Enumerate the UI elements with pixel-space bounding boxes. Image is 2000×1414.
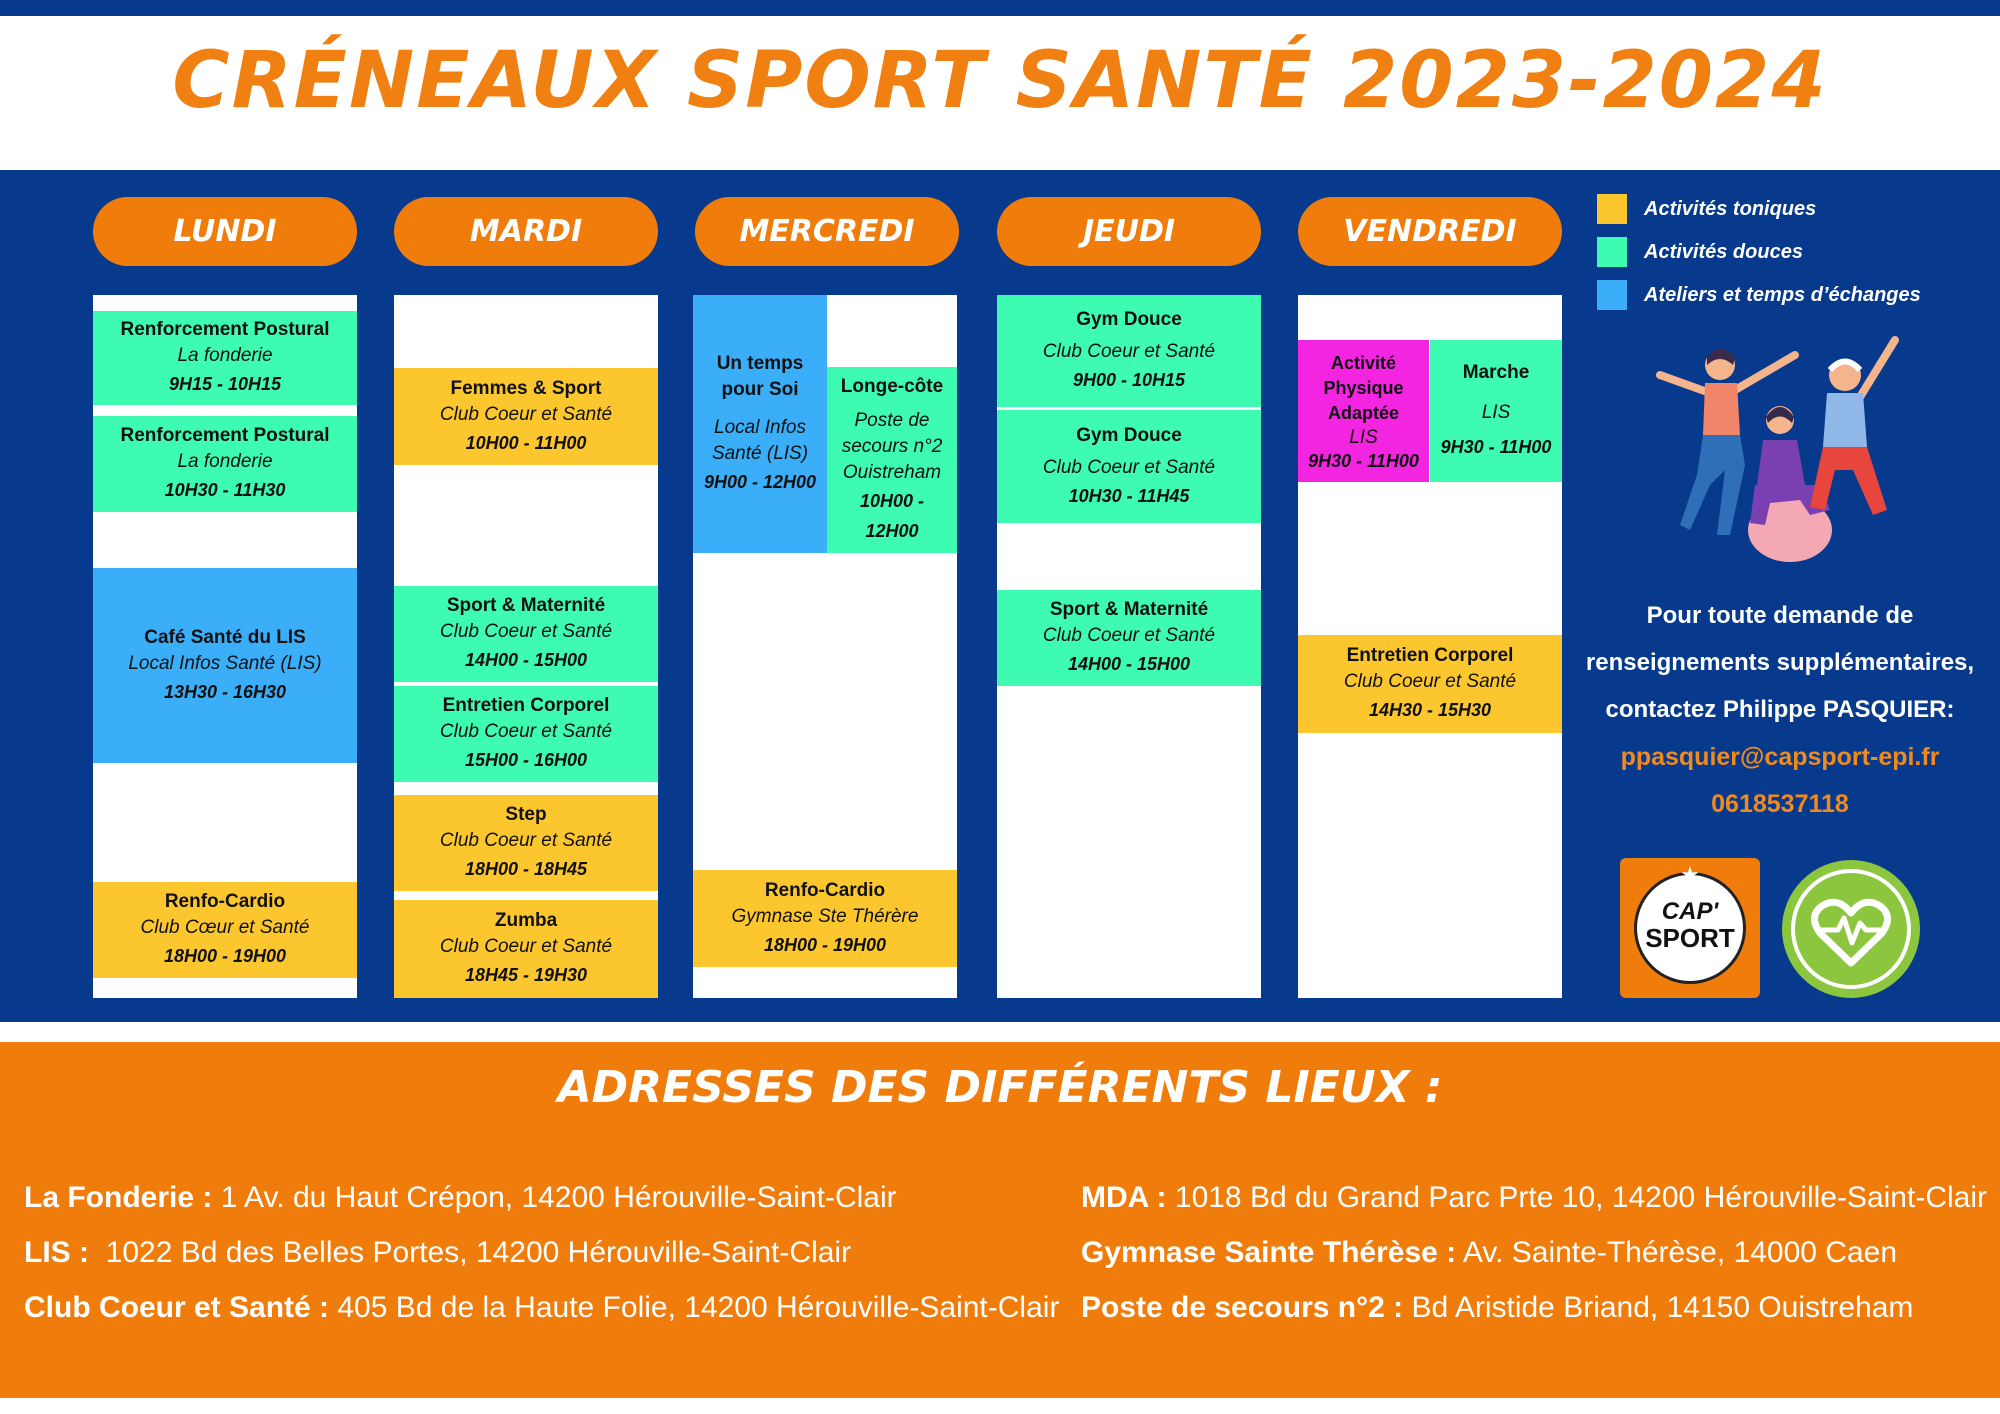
slot-time: 18H00 - 19H00 [763, 934, 887, 955]
slot-place: Club Coeur et Santé [439, 721, 613, 742]
slot-place: Club Coeur et Santé [439, 830, 613, 851]
logo-outer-circle [1782, 860, 1920, 998]
slot-title: Step [505, 804, 547, 825]
slot-title: Renfo-Cardio [764, 879, 886, 901]
slot-time: 18H00 - 19H00 [163, 946, 287, 966]
slot-title: Sport & Maternité [1049, 599, 1209, 620]
slot-time: 9H30 - 11H00 [1440, 437, 1552, 457]
address-value: 1022 Bd des Belles Portes, 14200 Hérouville-Saint-Clair [89, 1236, 852, 1269]
slot-place: Club Coeur et Santé [439, 621, 613, 642]
address-label: La Fonderie : [24, 1181, 213, 1214]
slot-place: Club Cœur et Santé [140, 917, 310, 938]
day-column-mardi [394, 295, 658, 998]
contact-line: Pour toute demande de [1646, 602, 1914, 629]
slot-card [693, 870, 957, 967]
person-shirt [1703, 383, 1740, 435]
capsport-logo-text-top: CAP' [1661, 898, 1719, 925]
slot-title: Activité Physique Adaptée [1323, 352, 1404, 423]
address-line [24, 1181, 897, 1215]
top-strip [0, 0, 2000, 16]
legend-swatch [1597, 280, 1627, 310]
person-arm [1860, 340, 1895, 397]
slot-place: Poste de secours n°2 Ouistreham [841, 410, 943, 483]
slot-card [93, 416, 357, 512]
exercise-illustration [1655, 335, 1905, 565]
slot-title: Renforcement Postural [120, 425, 330, 446]
slot-card [1430, 340, 1562, 482]
slot-title: Gym Douce [1076, 424, 1182, 446]
slot-place: Club Coeur et Santé [1042, 341, 1216, 362]
slot-card [997, 590, 1261, 686]
slot-title: Femmes & Sport [450, 377, 602, 399]
contact-line: contactez Philippe PASQUIER: [1605, 696, 1955, 723]
slot-card [997, 410, 1261, 523]
slot-title: Sport & Maternité [446, 595, 606, 616]
legend-label: Activités douces [1644, 240, 1803, 263]
slot-time: 14H30 - 15H30 [1368, 700, 1492, 720]
slot-card [1298, 340, 1429, 482]
legend-label: Ateliers et temps d’échanges [1644, 283, 1921, 306]
day-header-jeudi: JEUDI [997, 197, 1261, 266]
slot-time: 10H00 - 12H00 [859, 491, 925, 541]
day-column-vendredi [1298, 295, 1562, 998]
slot-time: 10H30 - 11H45 [1068, 485, 1190, 506]
person-shirt [1757, 440, 1805, 493]
slot-time: 14H00 - 15H00 [464, 650, 588, 670]
legend-swatch [1597, 194, 1627, 224]
day-column-lundi [93, 295, 357, 998]
address-value: Bd Aristide Briand, 14150 Ouistreham [1403, 1291, 1914, 1324]
legend-item [1597, 237, 1803, 267]
legend-swatch [1597, 237, 1627, 267]
slot-time: 9H00 - 10H15 [1072, 370, 1186, 390]
slot-time: 18H00 - 18H45 [464, 859, 588, 879]
address-value: 405 Bd de la Haute Folie, 14200 Hérouville-Saint-Clair [329, 1291, 1060, 1324]
contact-email[interactable]: ppasquier@capsport-epi.fr [1620, 743, 1940, 771]
slot-time: 13H30 - 16H30 [163, 681, 287, 702]
addresses-title: ADRESSES DES DIFFÉRENTS LIEUX : [557, 1062, 1443, 1113]
day-header-mardi: MARDI [394, 197, 658, 266]
slot-place: Club Coeur et Santé [1042, 625, 1216, 646]
person-shirt [1823, 393, 1867, 447]
legend-item [1597, 280, 1921, 310]
slot-place: La fonderie [177, 451, 273, 472]
slot-card [693, 295, 827, 553]
slot-time: 18H45 - 19H30 [464, 965, 588, 985]
slot-card [394, 368, 658, 465]
address-line [1081, 1236, 1897, 1270]
slot-time: 9H30 - 11H00 [1308, 450, 1419, 471]
page-title: CRÉNEAUX SPORT SANTÉ 2023-2024 [172, 36, 1828, 126]
capsport-logo-text-bottom: SPORT [1645, 923, 1735, 953]
address-label: MDA : [1081, 1181, 1167, 1214]
slot-title: Gym Douce [1076, 309, 1182, 330]
slot-place: Club Coeur et Santé [439, 403, 613, 425]
slot-time: 10H30 - 11H30 [164, 480, 286, 500]
slot-card [394, 686, 658, 782]
contact-line: renseignements supplémentaires, [1585, 649, 1975, 676]
address-value: Av. Sainte-Thérèse, 14000 Caen [1456, 1236, 1898, 1269]
slot-place: La fonderie [177, 345, 273, 366]
slot-card [827, 367, 957, 553]
address-label: Poste de secours n°2 : [1081, 1291, 1404, 1324]
person-pants [1810, 447, 1887, 515]
slot-card [1298, 635, 1562, 733]
slot-time: 9H00 - 12H00 [703, 472, 817, 492]
contact-phone: 0618537118 [1711, 790, 1849, 818]
person-pants [1680, 435, 1745, 535]
address-line [24, 1291, 1059, 1325]
address-line [24, 1236, 851, 1270]
slot-place: Gymnase Ste Thérère [731, 905, 919, 927]
slot-title: Zumba [494, 910, 558, 931]
slot-title: Renforcement Postural [120, 319, 330, 340]
day-header-vendredi: VENDREDI [1298, 197, 1562, 266]
slot-time: 14H00 - 15H00 [1067, 654, 1191, 674]
slot-place: Club Coeur et Santé [439, 936, 613, 957]
slot-place: LIS [1481, 402, 1511, 423]
legend-item [1597, 194, 1816, 224]
slot-card [93, 568, 357, 763]
slot-place: LIS [1349, 426, 1378, 448]
slot-title: Longe-côte [840, 376, 944, 397]
star-icon: ★ [1680, 862, 1700, 887]
slot-card [394, 586, 658, 682]
heart-health-logo [1780, 858, 1922, 1000]
slot-place: Club Coeur et Santé [1343, 671, 1517, 692]
address-value: 1018 Bd du Grand Parc Prte 10, 14200 Hérouville-Saint-Clair [1166, 1181, 1987, 1214]
slot-title: Café Santé du LIS [144, 626, 306, 648]
slot-card [93, 882, 357, 978]
slot-title: Marche [1462, 362, 1530, 383]
day-column-jeudi [997, 295, 1261, 998]
slot-card [93, 311, 357, 405]
address-value: 1 Av. du Haut Crépon, 14200 Hérouville-Saint-Clair [212, 1181, 897, 1214]
slot-title: Entretien Corporel [442, 695, 610, 716]
person-arm [1735, 355, 1795, 390]
slot-card [394, 795, 658, 891]
address-label: Gymnase Sainte Thérèse : [1081, 1236, 1457, 1269]
slot-card [394, 900, 658, 998]
address-label: Club Coeur et Santé : [24, 1291, 330, 1324]
slot-title: Un temps pour Soi [716, 353, 804, 400]
day-column-mercredi [693, 295, 957, 998]
slot-time: 10H00 - 11H00 [465, 432, 587, 453]
day-header-lundi: LUNDI [93, 197, 357, 266]
slot-title: Renfo-Cardio [164, 891, 286, 912]
person-arm [1660, 375, 1710, 393]
legend-label: Activités toniques [1644, 197, 1817, 220]
day-header-mercredi: MERCREDI [695, 197, 959, 266]
slot-time: 15H00 - 16H00 [464, 750, 588, 770]
slot-place: Club Coeur et Santé [1042, 456, 1216, 478]
slot-title: Entretien Corporel [1346, 645, 1514, 666]
slot-place: Local Infos Santé (LIS) [711, 417, 809, 464]
capsport-logo [1620, 858, 1760, 998]
address-line [1081, 1181, 1987, 1215]
slot-time: 9H15 - 10H15 [168, 374, 282, 394]
address-label: LIS : [24, 1236, 89, 1269]
slot-place: Local Infos Santé (LIS) [128, 652, 322, 674]
slot-card [997, 295, 1261, 407]
address-line [1081, 1291, 1913, 1325]
